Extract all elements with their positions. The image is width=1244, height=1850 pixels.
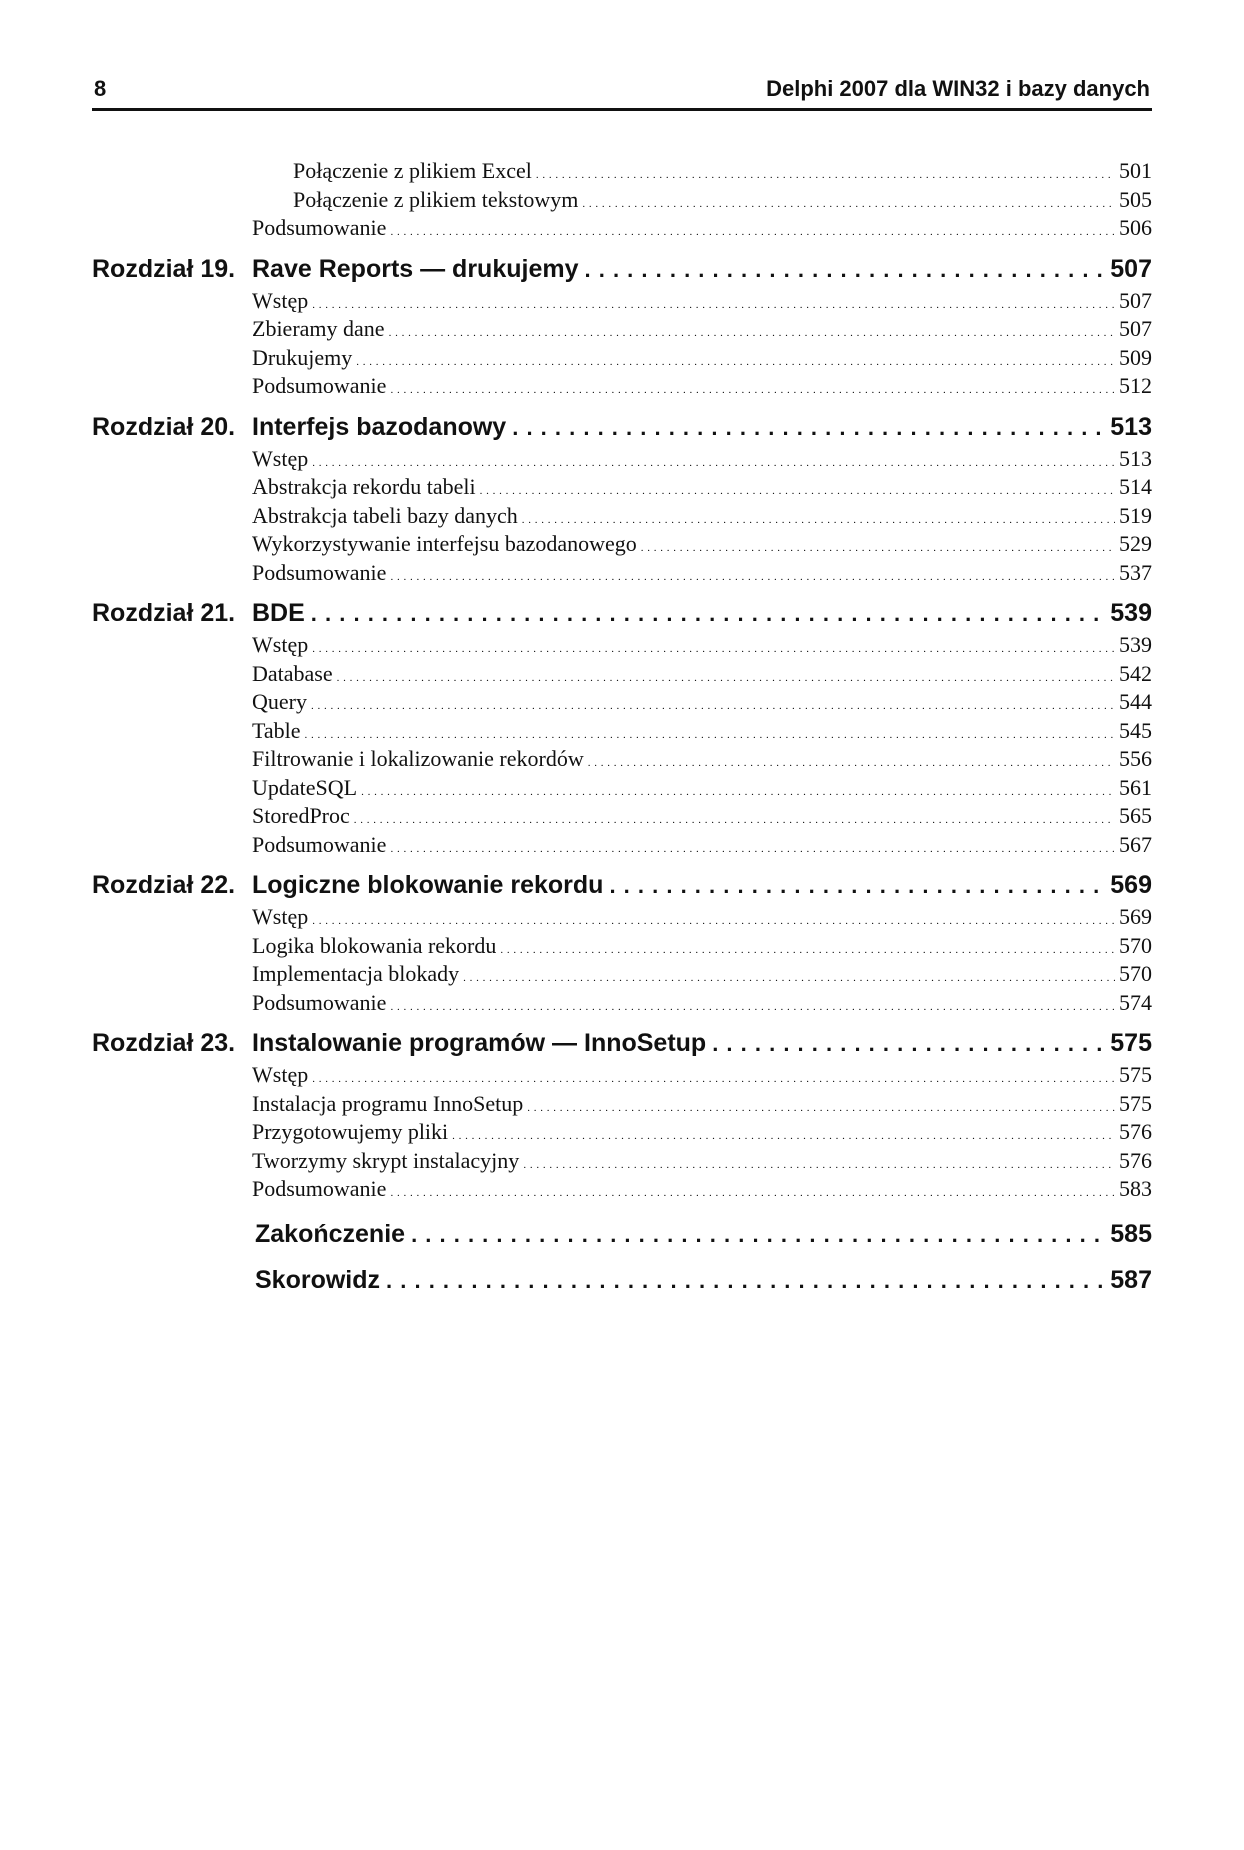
toc-page-number: 583 [1119, 1175, 1152, 1204]
toc-section-entry [252, 932, 1152, 961]
toc-chapter-entry [92, 1025, 1152, 1061]
toc-page-number: 567 [1119, 831, 1152, 860]
dot-leader [609, 868, 1104, 904]
toc-page-number: 509 [1119, 344, 1152, 373]
chapter-title: Interfejs bazodanowy [252, 412, 507, 441]
toc-entry-title: Wykorzystywanie interfejsu bazodanowego [252, 530, 637, 559]
toc-entry-title: StoredProc [252, 802, 350, 831]
dot-leader [386, 1263, 1104, 1299]
book-title: Delphi 2007 dla WIN32 i bazy danych [766, 76, 1150, 101]
toc-page-number: 537 [1119, 559, 1152, 588]
toc-entry-title: Podsumowanie [252, 559, 386, 588]
toc-chapter-entry [92, 867, 1152, 903]
toc-section-entry [252, 473, 1152, 502]
toc-section-entry [252, 688, 1152, 717]
toc-entry-title: Zbieramy dane [252, 315, 385, 344]
toc-chapter-entry [92, 595, 1152, 631]
toc-page-number: 542 [1119, 660, 1152, 689]
toc-entry-title [92, 1025, 706, 1061]
chapter-label: Rozdział 21. [92, 599, 236, 627]
table-of-contents [92, 157, 1152, 1298]
toc-section-entry [252, 745, 1152, 774]
toc-entry-title: Wstęp [252, 445, 308, 474]
toc-page-number: 575 [1110, 1025, 1152, 1061]
toc-entry-title: Wstęp [252, 1061, 308, 1090]
dot-leader [390, 1179, 1115, 1208]
toc-page-number: 569 [1119, 903, 1152, 932]
dot-leader [390, 835, 1115, 864]
toc-page-number: 585 [1110, 1216, 1152, 1252]
toc-entry-title: Podsumowanie [252, 372, 386, 401]
toc-section-entry [293, 157, 1152, 186]
dot-leader [311, 596, 1104, 632]
toc-entry-title: Tworzymy skrypt instalacyjny [252, 1147, 519, 1176]
toc-section-entry [252, 502, 1152, 531]
toc-page-number: 575 [1119, 1061, 1152, 1090]
page-number: 8 [94, 76, 107, 101]
toc-page-number: 570 [1119, 960, 1152, 989]
toc-entry-title: Logika blokowania rekordu [252, 932, 496, 961]
toc-entry-title [92, 595, 305, 631]
toc-page-number: 587 [1110, 1262, 1152, 1298]
toc-section-entry [252, 802, 1152, 831]
toc-section-entry [252, 774, 1152, 803]
toc-section-entry [252, 660, 1152, 689]
toc-entry-title: Wstęp [252, 287, 308, 316]
chapter-title: Logiczne blokowanie rekordu [252, 871, 604, 899]
toc-entry-title: Połączenie z plikiem tekstowym [293, 186, 578, 215]
toc-page-number: 576 [1119, 1147, 1152, 1176]
toc-page-number: 561 [1119, 774, 1152, 803]
toc-backmatter-entry [255, 1216, 1152, 1252]
toc-page-number: 513 [1119, 445, 1152, 474]
dot-leader [390, 376, 1115, 405]
toc-entry-title: Podsumowanie [252, 989, 386, 1018]
toc-page-number: 514 [1119, 473, 1152, 502]
toc-entry-title: Wstęp [252, 631, 308, 660]
toc-chapter-entry [92, 251, 1152, 287]
toc-section-entry [252, 717, 1152, 746]
toc-page-number: 556 [1119, 745, 1152, 774]
toc-section-entry [252, 530, 1152, 559]
dot-leader [390, 993, 1115, 1022]
toc-section-entry [252, 559, 1152, 588]
toc-entry-title: Query [252, 688, 307, 717]
toc-section-entry [252, 287, 1152, 316]
toc-entry-title: Przygotowujemy pliki [252, 1118, 448, 1147]
toc-entry-title: Połączenie z plikiem Excel [293, 157, 532, 186]
toc-entry-title: Implementacja blokady [252, 960, 459, 989]
toc-entry-title [92, 867, 603, 903]
toc-entry-title: UpdateSQL [252, 774, 357, 803]
toc-entry-title: Wstęp [252, 903, 308, 932]
toc-section-entry [252, 1175, 1152, 1204]
toc-page-number: 505 [1119, 186, 1152, 215]
toc-page-number: 544 [1119, 688, 1152, 717]
toc-entry-title: Podsumowanie [252, 1175, 386, 1204]
toc-page-number: 574 [1119, 989, 1152, 1018]
chapter-label: Rozdział 19. [92, 254, 236, 283]
toc-entry-title: Filtrowanie i lokalizowanie rekordów [252, 745, 584, 774]
toc-page-number: 545 [1119, 717, 1152, 746]
toc-page-number: 575 [1119, 1090, 1152, 1119]
chapter-title: BDE [252, 599, 305, 627]
toc-page-number: 507 [1119, 315, 1152, 344]
dot-leader [585, 252, 1105, 288]
toc-chapter-entry [92, 409, 1152, 445]
toc-entry-title: Drukujemy [252, 344, 352, 373]
toc-page-number: 507 [1110, 251, 1152, 287]
toc-page-number: 512 [1119, 372, 1152, 401]
toc-entry-title [92, 251, 579, 287]
toc-entry-title: Database [252, 660, 333, 689]
dot-leader [512, 410, 1104, 446]
toc-section-entry [252, 1061, 1152, 1090]
toc-entry-title: Zakończenie [255, 1216, 405, 1252]
dot-leader [390, 563, 1115, 592]
toc-entry-title: Table [252, 717, 301, 746]
toc-page-number: 576 [1119, 1118, 1152, 1147]
toc-section-entry [252, 445, 1152, 474]
toc-section-entry [252, 903, 1152, 932]
toc-section-entry [252, 989, 1152, 1018]
toc-page-number: 519 [1119, 502, 1152, 531]
toc-entry-title: Podsumowanie [252, 214, 386, 243]
dot-leader [712, 1026, 1104, 1062]
toc-entry-title: Abstrakcja rekordu tabeli [252, 473, 476, 502]
toc-page-number: 565 [1119, 802, 1152, 831]
toc-entry-title: Skorowidz [255, 1262, 380, 1298]
toc-page-number: 539 [1119, 631, 1152, 660]
toc-page-number: 529 [1119, 530, 1152, 559]
toc-section-entry [252, 1118, 1152, 1147]
toc-section-entry [252, 631, 1152, 660]
toc-entry-title [92, 409, 506, 445]
chapter-label: Rozdział 23. [92, 1029, 236, 1057]
chapter-title: Rave Reports — drukujemy [252, 254, 579, 283]
toc-page-number: 513 [1110, 409, 1152, 445]
toc-entry-title: Instalacja programu InnoSetup [252, 1090, 523, 1119]
toc-page-number: 569 [1110, 867, 1152, 903]
chapter-title: Instalowanie programów — InnoSetup [252, 1029, 707, 1057]
dot-leader [390, 218, 1115, 247]
toc-page-number: 539 [1110, 595, 1152, 631]
toc-section-entry [252, 831, 1152, 860]
toc-backmatter-entry [255, 1262, 1152, 1298]
toc-section-entry [252, 1147, 1152, 1176]
toc-page-number: 570 [1119, 932, 1152, 961]
running-header [92, 72, 1152, 111]
toc-page-number: 501 [1119, 157, 1152, 186]
dot-leader [411, 1217, 1104, 1253]
toc-page-number: 507 [1119, 287, 1152, 316]
toc-section-entry [252, 344, 1152, 373]
chapter-label: Rozdział 22. [92, 871, 236, 899]
chapter-label: Rozdział 20. [92, 412, 236, 441]
toc-section-entry [252, 372, 1152, 401]
toc-section-entry [293, 186, 1152, 215]
toc-page-number: 506 [1119, 214, 1152, 243]
toc-section-entry [252, 214, 1152, 243]
toc-section-entry [252, 960, 1152, 989]
toc-section-entry [252, 315, 1152, 344]
toc-entry-title: Podsumowanie [252, 831, 386, 860]
toc-section-entry [252, 1090, 1152, 1119]
toc-entry-title: Abstrakcja tabeli bazy danych [252, 502, 518, 531]
